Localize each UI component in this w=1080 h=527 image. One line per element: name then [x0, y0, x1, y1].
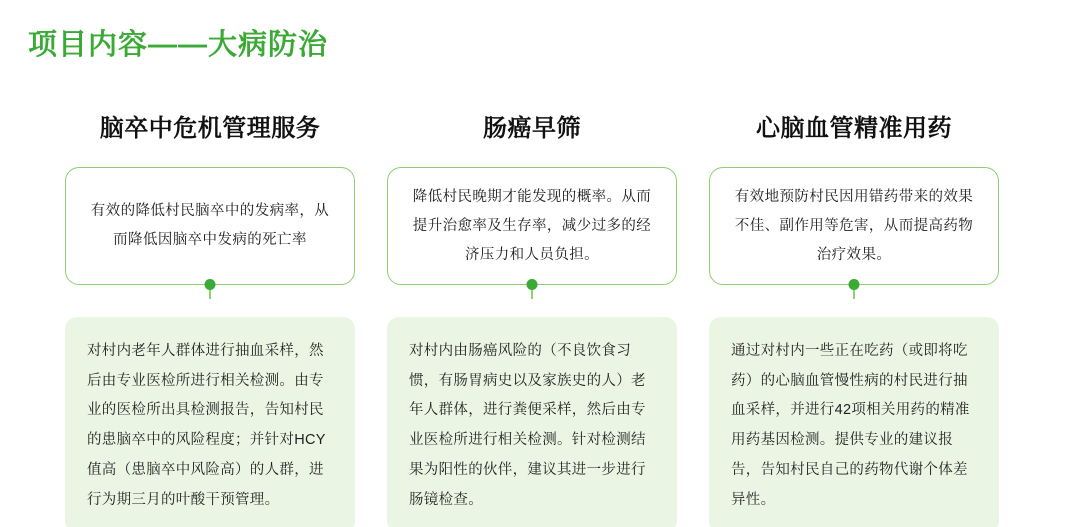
- detail-text: 通过对村内一些正在吃药（或即将吃药）的心脑血管慢性病的村民进行抽血采样，并进行42项相关用药的精准用药基因检测。提供专业的建议报告，告知村民自己的药物代谢个体差异性。: [731, 343, 970, 508]
- column-title: 肠癌早筛: [483, 115, 581, 142]
- detail-text: 对村内由肠癌风险的（不良饮食习惯，有肠胃病史以及家族史的人）老年人群体，进行粪便采样，然后由专业医检所进行相关检测。针对检测结果为阳性的伙伴，建议其进一步进行肠镜检查。: [409, 343, 646, 508]
- content-columns: [0, 108, 1080, 527]
- column-title: 脑卒中危机管理服务: [99, 115, 321, 142]
- summary-text: 降低村民晚期才能发现的概率。从而提升治愈率及生存率，减少过多的经济压力和人员负担。: [412, 188, 652, 263]
- connector-dot-icon: [205, 279, 216, 290]
- detail-text: 对村内老年人群体进行抽血采样，然后由专业医检所进行相关检测。由专业的医检所出具检测报告，告知村民的患脑卒中的风险程度；并针对HCY值高（患脑卒中风险高）的人群，进行为期三月的叶酸干预管理。: [87, 343, 326, 508]
- summary-card: [387, 167, 677, 285]
- summary-text: 有效的降低村民脑卒中的发病率，从而降低因脑卒中发病的死亡率: [90, 203, 330, 248]
- detail-card: [387, 317, 677, 527]
- column-title: 心脑血管精准用药: [756, 115, 952, 142]
- connector-dot-icon: [849, 279, 860, 290]
- column-colorectal-screening: [384, 108, 680, 527]
- detail-card: [65, 317, 355, 527]
- summary-text: 有效地预防村民因用错药带来的效果不佳、副作用等危害，从而提高药物治疗效果。: [734, 188, 974, 263]
- detail-card: [709, 317, 999, 527]
- page-title: 项目内容——大病防治: [28, 29, 329, 61]
- column-stroke-management: [62, 108, 358, 527]
- summary-card: [65, 167, 355, 285]
- connector-dot-icon: [527, 279, 538, 290]
- column-precision-medication: [706, 108, 1002, 527]
- summary-card: [709, 167, 999, 285]
